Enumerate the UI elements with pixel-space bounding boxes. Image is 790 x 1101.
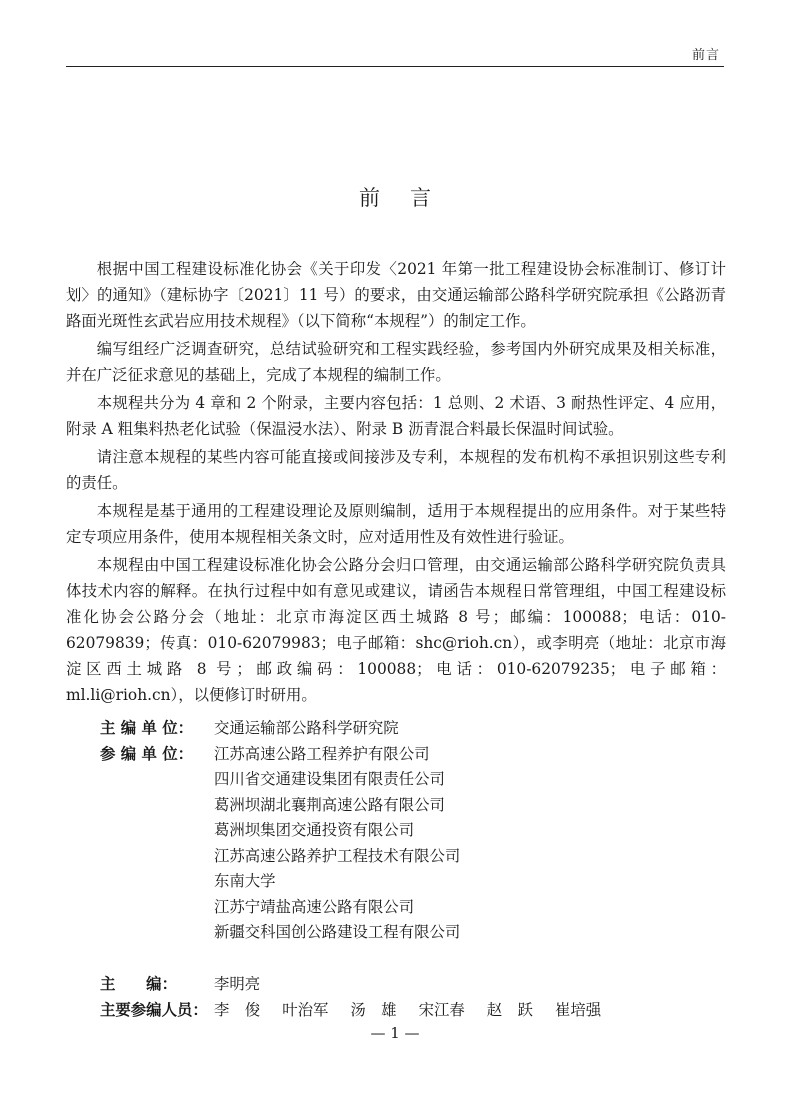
- header-rule: [66, 66, 724, 67]
- chief-unit-row: [100, 716, 460, 742]
- participating-unit: 四川省交通建设集团有限责任公司: [214, 770, 445, 788]
- chief-editor: 李明亮: [214, 975, 261, 993]
- chief-editor-label: 主 编：: [100, 975, 177, 993]
- participating-unit: 葛洲坝集团交通投资有限公司: [214, 821, 415, 839]
- participating-unit: 葛洲坝湖北襄荆高速公路有限公司: [214, 795, 445, 814]
- editor-name: 宋江春: [418, 1000, 465, 1019]
- participating-unit: 江苏宁靖盐高速公路有限公司: [214, 897, 415, 916]
- preface-body: [66, 256, 726, 710]
- paragraph: 本规程由中国工程建设标准化协会公路分会归口管理，由交通运输部公路科学研究院负责具体技术内容的解释。在执行过程中如有意见或建议，请函告本规程日常管理组，中国工程建设标准化协会公路分会（地址：北京市海淀区西土城路 8 号；邮编：100088；电话：010-62079839；传真：010-62079983；电子邮箱：shc@rioh.cn），或李明亮（地址：北京市海淀区西土城路 8 号；邮政编码：100088；电话：010-62079235；电子邮箱：ml.li@rioh.cn），以便修订时研用。: [66, 556, 726, 704]
- editor-name: 汤 雄: [350, 1000, 397, 1019]
- participating-unit: 东南大学: [214, 872, 276, 890]
- chief-editor-row: [100, 972, 601, 998]
- participating-unit: 江苏高速公路养护工程技术有限公司: [214, 846, 461, 865]
- paragraph: 编写组经广泛调查研究，总结试验研究和工程实践经验，参考国内外研究成果及相关标准，并在广泛征求意见的基础上，完成了本规程的编制工作。: [66, 340, 726, 384]
- page-title: 前言: [359, 186, 461, 210]
- paragraph: 本规程共分为 4 章和 2 个附录，主要内容包括：1 总则、2 术语、3 耐热性评定、4 应用，附录 A 粗集料热老化试验（保温浸水法）、附录 B 沥青混合料最长保温时间试验。: [66, 394, 726, 438]
- editor-name: 赵 跃: [486, 1000, 533, 1019]
- participating-units-row: [100, 742, 460, 946]
- main-editors-list: [214, 998, 601, 1024]
- running-head: 前言: [691, 48, 720, 63]
- chief-unit: 交通运输部公路科学研究院: [214, 719, 399, 737]
- participating-unit: 江苏高速公路工程养护有限公司: [214, 744, 430, 763]
- participating-label: 参 编 单 位：: [100, 744, 194, 763]
- participating-unit: 新疆交科国创公路建设工程有限公司: [214, 923, 461, 941]
- editor-name: 叶治军: [282, 1000, 329, 1019]
- editors-block: [100, 972, 601, 1023]
- paragraph: 请注意本规程的某些内容可能直接或间接涉及专利，本规程的发布机构不承担识别这些专利的责任。: [66, 448, 726, 492]
- editor-name: 崔培强: [554, 1000, 602, 1019]
- participating-list: [214, 742, 460, 946]
- main-editors-row: [100, 998, 601, 1024]
- page-number: — 1 —: [370, 1024, 420, 1042]
- main-editors-label: 主要参编人员：: [100, 1000, 208, 1019]
- editor-name: 李 俊: [214, 1000, 261, 1019]
- credits-block: [100, 716, 460, 946]
- chief-unit-label: 主 编 单 位：: [100, 719, 194, 737]
- paragraph: 本规程是基于通用的工程建设理论及原则编制，适用于本规程提出的应用条件。对于某些特定专项应用条件，使用本规程相关条文时，应对适用性及有效性进行验证。: [66, 502, 726, 546]
- paragraph: 根据中国工程建设标准化协会《关于印发〈2021 年第一批工程建设协会标准制订、修订计划〉的通知》（建标协字〔2021〕11 号）的要求，由交通运输部公路科学研究院承担《公路沥青路面光斑性玄武岩应用技术规程》（以下简称“本规程”）的制定工作。: [66, 260, 726, 330]
